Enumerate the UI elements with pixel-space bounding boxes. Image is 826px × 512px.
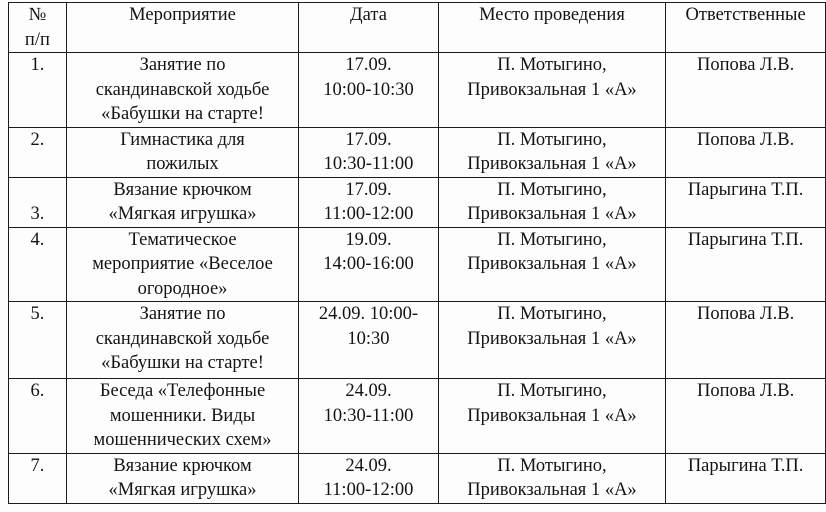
table-row xyxy=(9,53,826,128)
header-place: Место проведения xyxy=(438,3,665,53)
table-row xyxy=(9,302,826,379)
cell-date: 17.09. 10:30-11:00 xyxy=(299,127,439,177)
table-row xyxy=(9,177,826,227)
cell-event: Вязание крючком «Мягкая игрушка» xyxy=(66,453,298,503)
cell-place: П. Мотыгино, Привокзальная 1 «А» xyxy=(438,453,665,503)
cell-responsible: Парыгина Т.П. xyxy=(666,453,826,503)
cell-place: П. Мотыгино, Привокзальная 1 «А» xyxy=(438,302,665,379)
cell-date: 24.09. 11:00-12:00 xyxy=(299,453,439,503)
schedule-table xyxy=(8,2,826,504)
cell-date: 24.09. 10:00- 10:30 xyxy=(299,302,439,379)
table-row xyxy=(9,453,826,503)
table-row xyxy=(9,127,826,177)
cell-num: 3. xyxy=(9,177,67,227)
cell-responsible: Парыгина Т.П. xyxy=(666,227,826,302)
header-date: Дата xyxy=(299,3,439,53)
header-responsible: Ответственные xyxy=(666,3,826,53)
cell-event: Занятие по скандинавской ходьбе «Бабушки на старте! xyxy=(66,53,298,128)
cell-num: 1. xyxy=(9,53,67,128)
table-row xyxy=(9,227,826,302)
cell-num: 2. xyxy=(9,127,67,177)
cell-place: П. Мотыгино, Привокзальная 1 «А» xyxy=(438,127,665,177)
cell-num: 4. xyxy=(9,227,67,302)
cell-place: П. Мотыгино, Привокзальная 1 «А» xyxy=(438,177,665,227)
cell-event: Тематическое мероприятие «Веселое огородное» xyxy=(66,227,298,302)
cell-date: 17.09. 10:00-10:30 xyxy=(299,53,439,128)
cell-responsible: Парыгина Т.П. xyxy=(666,177,826,227)
cell-num: 7. xyxy=(9,453,67,503)
cell-responsible: Попова Л.В. xyxy=(666,302,826,379)
header-num: № п/п xyxy=(9,3,67,53)
table-header-row xyxy=(9,3,826,53)
table-row xyxy=(9,379,826,454)
cell-date: 17.09. 11:00-12:00 xyxy=(299,177,439,227)
cell-event: Гимнастика для пожилых xyxy=(66,127,298,177)
cell-place: П. Мотыгино, Привокзальная 1 «А» xyxy=(438,379,665,454)
cell-place: П. Мотыгино, Привокзальная 1 «А» xyxy=(438,53,665,128)
cell-num: 6. xyxy=(9,379,67,454)
cell-event: Беседа «Телефонные мошенники. Виды мошеннических схем» xyxy=(66,379,298,454)
cell-place: П. Мотыгино, Привокзальная 1 «А» xyxy=(438,227,665,302)
cell-responsible: Попова Л.В. xyxy=(666,53,826,128)
cell-date: 24.09. 10:30-11:00 xyxy=(299,379,439,454)
cell-event: Вязание крючком «Мягкая игрушка» xyxy=(66,177,298,227)
cell-responsible: Попова Л.В. xyxy=(666,379,826,454)
cell-event: Занятие по скандинавской ходьбе «Бабушки на старте! xyxy=(66,302,298,379)
cell-date: 19.09. 14:00-16:00 xyxy=(299,227,439,302)
header-event: Мероприятие xyxy=(66,3,298,53)
cell-num: 5. xyxy=(9,302,67,379)
cell-responsible: Попова Л.В. xyxy=(666,127,826,177)
